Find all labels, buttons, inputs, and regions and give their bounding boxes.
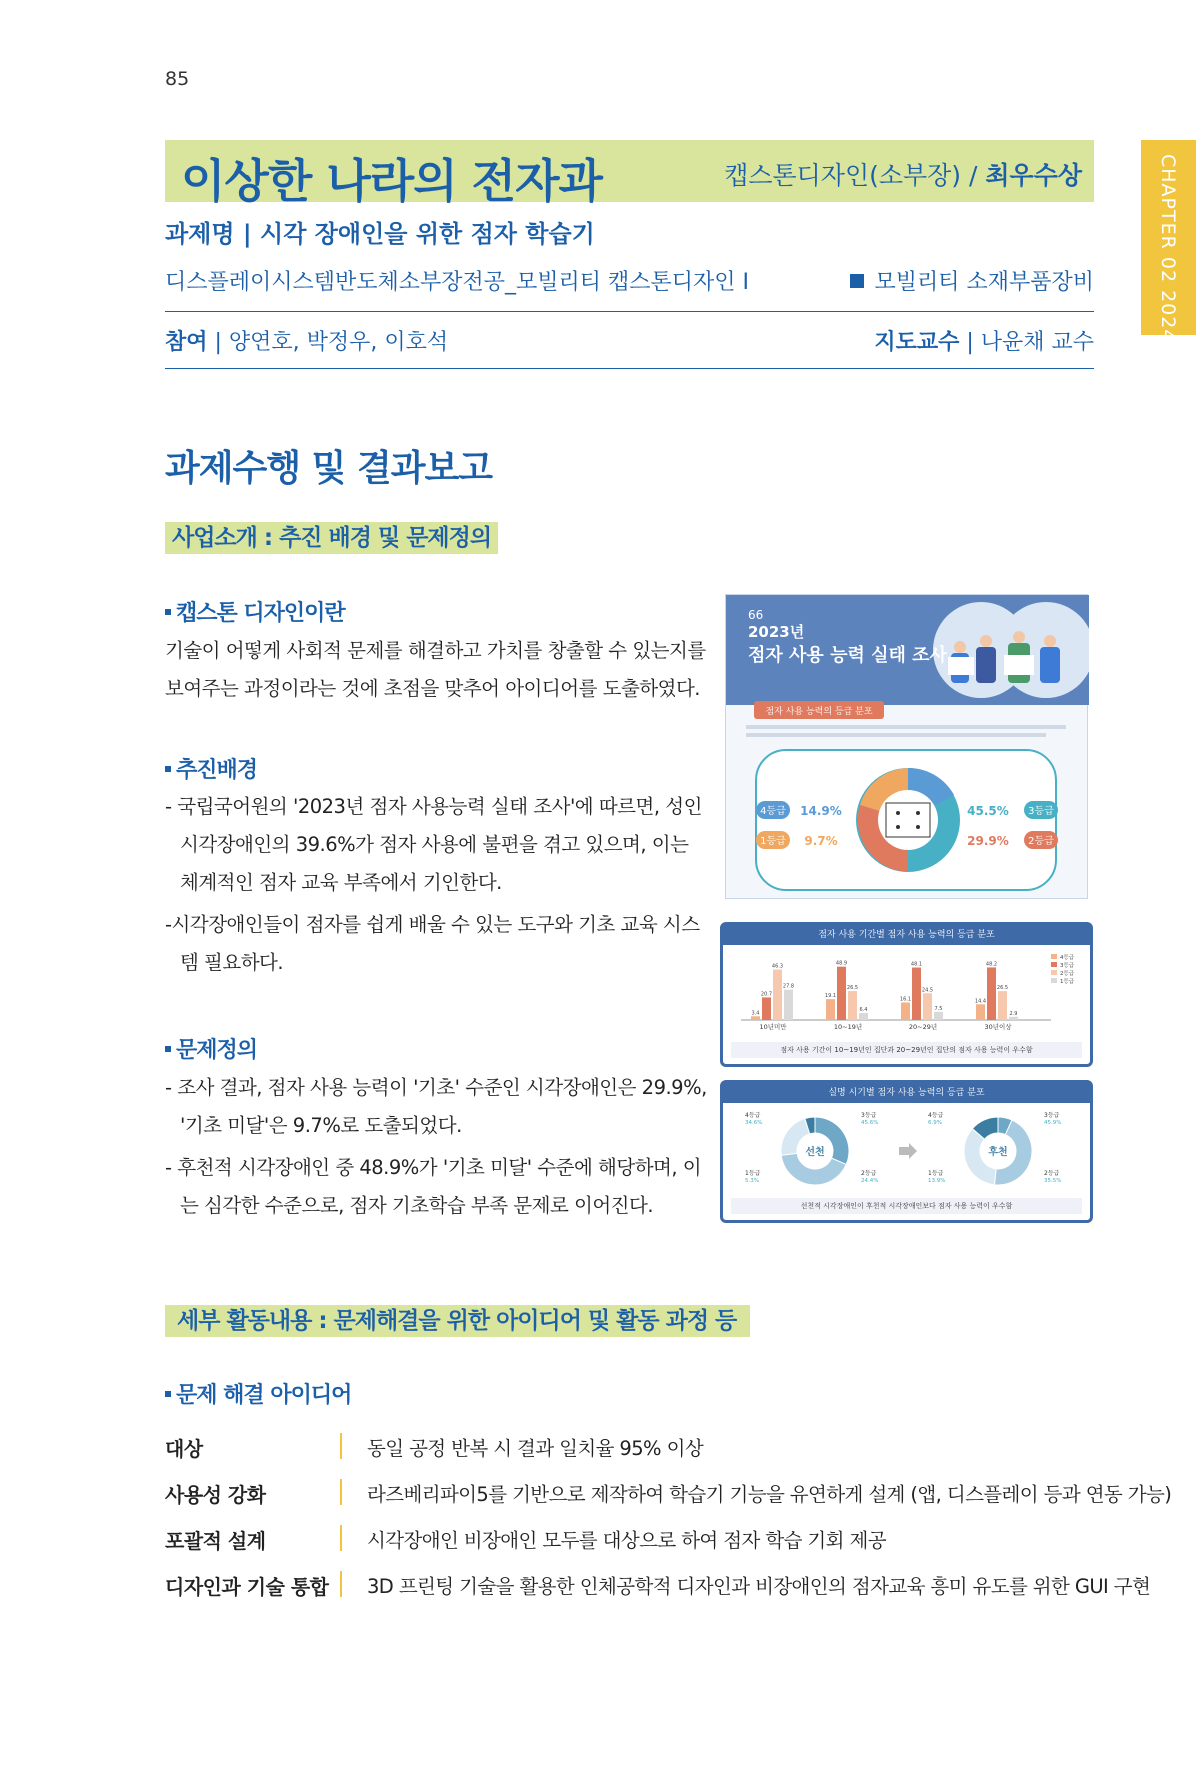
slice-value: 6.9% (928, 1120, 942, 1126)
donut-center-label: 선천 (805, 1147, 825, 1158)
bar-value-label: 48.1 (910, 961, 923, 968)
bar (837, 967, 846, 1020)
bar-value-label: 27.8 (782, 983, 795, 990)
bar (987, 967, 996, 1020)
chart-caption: 점자 사용 기간이 10~19년인 집단과 20~29년인 집단의 점자 사용 능력이 우수함 (731, 1042, 1082, 1058)
bar (1009, 1017, 1018, 1020)
paragraph-line: - 후천적 시각장애인 중 48.9%가 '기초 미달' 수준에 해당하며, 이 (165, 1156, 702, 1179)
bar (751, 1016, 760, 1020)
paragraph-line: - 조사 결과, 점자 사용 능력이 '기초' 수준인 시각장애인은 29.9%, (165, 1076, 707, 1099)
background-heading (165, 753, 257, 784)
infographic-svg (726, 595, 1089, 900)
paragraph-line: -시각장애인들이 점자를 쉽게 배울 수 있는 도구와 기초 교육 시스 (165, 913, 700, 936)
section-title: 과제수행 및 결과보고 (165, 448, 493, 489)
problem-paragraph (165, 1069, 707, 1225)
row-value: 동일 공정 반복 시 결과 일치율 95% 이상 (367, 1437, 704, 1460)
legend-swatch (1051, 954, 1057, 959)
bar-value-label: 48.9 (835, 960, 848, 967)
problem-heading (165, 1033, 257, 1064)
slice-label: 2등급 (861, 1170, 877, 1177)
bar-value-label: 19.1 (824, 993, 837, 1000)
legend-label: 3등급 (1060, 963, 1075, 969)
legend-label: 1등급 (1060, 979, 1075, 985)
row-value: 라즈베리파이5를 기반으로 제작하여 학습기 기능을 유연하게 설계 (앱, 디스플레이 등과 연동 가능) (367, 1483, 1172, 1506)
category (850, 265, 1094, 296)
table-row (165, 1565, 1151, 1611)
slice-label: 4등급 (928, 1112, 944, 1119)
slice-label: 4등급 (745, 1112, 761, 1119)
svg-text:66: 66 (748, 608, 764, 622)
infographic-banner: 점자 사용 능력의 등급 분포 (765, 707, 873, 717)
subsection-heading-2: 세부 활동내용 : 문제해결을 위한 아이디어 및 활동 과정 등 (165, 1305, 750, 1337)
subsection-heading-1: 사업소개 : 추진 배경 및 문제정의 (165, 522, 498, 554)
arrow-right-icon (899, 1143, 917, 1159)
x-tick-label: 10년미만 (759, 1023, 787, 1031)
slice-label: 1등급 (928, 1170, 944, 1177)
row-separator (340, 1571, 342, 1597)
bar-value-label: 48.2 (985, 961, 998, 968)
background-heading-text: 추진배경 (176, 758, 258, 783)
department: 디스플레이시스템반도체소부장전공_모빌리티 캡스톤디자인 I (165, 270, 750, 295)
bar (848, 991, 857, 1020)
slice-label: 3등급 (1044, 1112, 1060, 1119)
chapter-tab-label: CHAPTER 02 2024 (1157, 154, 1179, 343)
bar (901, 1002, 910, 1020)
row-value: 3D 프린팅 기술을 활용한 인체공학적 디자인과 비장애인의 점자교육 흥미 유도를 위한 GUI 구현 (367, 1575, 1151, 1598)
grade-label: 2등급 (1028, 836, 1054, 847)
slice-label: 3등급 (861, 1112, 877, 1119)
grade-value: 29.9% (967, 834, 1009, 848)
onset-donut-chart (720, 1080, 1093, 1223)
problem-heading-text: 문제정의 (176, 1038, 258, 1063)
table-row (165, 1473, 1172, 1519)
advisor-name: 나윤채 교수 (980, 330, 1094, 355)
slice-label: 1등급 (745, 1170, 761, 1177)
ideas-heading (165, 1378, 351, 1409)
bar (976, 1004, 985, 1020)
square-bullet-icon (165, 609, 171, 615)
paragraph-line: 시각장애인의 39.6%가 점자 사용에 불편을 겪고 있으며, 이는 (180, 833, 689, 856)
advisor-label: 지도교수 (874, 330, 960, 355)
square-bullet-icon (850, 274, 864, 288)
slice-value: 45.6% (861, 1120, 879, 1126)
row-separator (340, 1433, 342, 1459)
square-bullet-icon (165, 1046, 171, 1052)
donut-center-label: 후천 (988, 1147, 1008, 1158)
paragraph-line: 체계적인 점자 교육 부족에서 기인한다. (180, 871, 502, 894)
divider-top (165, 311, 1094, 312)
ideas-table (165, 1427, 1172, 1611)
bar (784, 990, 793, 1020)
row-separator (340, 1525, 342, 1551)
grade-label: 4등급 (760, 806, 786, 817)
award-label (724, 156, 1082, 192)
donut-chart-svg (723, 1103, 1090, 1203)
row-separator (340, 1479, 342, 1505)
page-number: 85 (165, 68, 190, 90)
category-text: 모빌리티 소재부품장비 (874, 270, 1094, 295)
award-prefix: 캡스톤디자인(소부장) / (724, 161, 986, 190)
slice-value: 13.9% (928, 1178, 946, 1184)
duration-bar-chart (720, 922, 1093, 1067)
bar (762, 997, 771, 1020)
bar (934, 1012, 943, 1020)
slice-value: 45.9% (1044, 1120, 1062, 1126)
bar (923, 993, 932, 1020)
slice-value: 24.4% (861, 1178, 879, 1184)
bar-value-label: 2.9 (1009, 1010, 1018, 1017)
chart-title: 점자 사용 기간별 점자 사용 능력의 등급 분포 (723, 925, 1090, 945)
grade-value: 9.7% (804, 834, 838, 848)
capstone-paragraph (165, 632, 706, 708)
row-value: 시각장애인 비장애인 모두를 대상으로 하여 점자 학습 기회 제공 (367, 1529, 886, 1552)
legend-swatch (1051, 978, 1057, 983)
bar-value-label: 16.1 (899, 996, 912, 1003)
bar-value-label: 26.5 (846, 985, 859, 992)
assignment-name (165, 214, 595, 248)
paragraph-line: 는 심각한 수준으로, 점자 기초학습 부족 문제로 이어진다. (180, 1194, 654, 1217)
grade-value: 45.5% (967, 804, 1009, 818)
bar-value-label: 20.7 (760, 991, 773, 998)
bar-value-label: 14.4 (974, 998, 987, 1005)
bar-value-label: 3.4 (751, 1010, 760, 1017)
x-tick-label: 30년이상 (984, 1023, 1012, 1031)
paragraph-line: 보여주는 과정이라는 것에 초점을 맞추어 아이디어를 도출하였다. (165, 677, 700, 700)
paragraph-line: 기술이 어떻게 사회적 문제를 해결하고 가치를 창출할 수 있는지를 (165, 639, 706, 662)
slice-value: 34.6% (745, 1120, 763, 1126)
bar (826, 999, 835, 1020)
award-rank: 최우수상 (985, 161, 1082, 190)
infographic-title: 점자 사용 능력 실태 조사 (748, 645, 947, 666)
square-bullet-icon (165, 766, 171, 772)
capstone-heading (165, 596, 345, 627)
table-row (165, 1427, 1094, 1473)
bar (859, 1013, 868, 1020)
divider-bottom (165, 368, 1094, 369)
background-paragraph (165, 788, 702, 982)
slice-value: 5.3% (745, 1178, 759, 1184)
ideas-heading-text: 문제 해결 아이디어 (176, 1383, 352, 1408)
paragraph-line: - 국립국어원의 '2023년 점자 사용능력 실태 조사'에 따르면, 성인 (165, 795, 702, 818)
bar-chart-svg (723, 945, 1090, 1050)
table-row (165, 1519, 1094, 1565)
paragraph-line: 템 필요하다. (180, 951, 284, 974)
legend-label: 2등급 (1060, 971, 1075, 977)
bar-value-label: 7.5 (934, 1005, 943, 1012)
paragraph-line: '기초 미달'은 9.7%로 도출되었다. (180, 1114, 462, 1137)
members-label: 참여 (165, 330, 208, 355)
legend-label: 4등급 (1060, 955, 1075, 961)
members: 참여 | 양연호, 박정우, 이호석 (165, 330, 449, 355)
bar-value-label: 24.5 (921, 987, 934, 994)
grade-label: 1등급 (760, 836, 786, 847)
bar-value-label: 46.3 (771, 963, 784, 970)
survey-infographic (725, 594, 1088, 899)
slice-value: 35.5% (1044, 1178, 1062, 1184)
x-tick-label: 10~19년 (833, 1023, 863, 1031)
assignment-text: 과제명 | 시각 장애인을 위한 점자 학습기 (165, 220, 595, 248)
title-bar (165, 140, 1094, 208)
bar-value-label: 6.4 (859, 1007, 868, 1014)
members-names: 양연호, 박정우, 이호석 (228, 330, 449, 355)
legend-swatch (1051, 962, 1057, 967)
bar-value-label: 26.5 (996, 985, 1009, 992)
bar (912, 968, 921, 1020)
legend-swatch (1051, 970, 1057, 975)
grade-value: 14.9% (800, 804, 842, 818)
chapter-tab (1141, 140, 1196, 343)
infographic-year: 2023년 (748, 623, 805, 641)
capstone-heading-text: 캡스톤 디자인이란 (176, 601, 345, 626)
grade-label: 3등급 (1028, 806, 1054, 817)
row-label: 사용성 강화 (165, 1483, 266, 1507)
x-tick-label: 20~29년 (908, 1023, 938, 1031)
bar (998, 991, 1007, 1020)
row-label: 디자인과 기술 통합 (165, 1575, 329, 1599)
chart-title: 실명 시기별 점자 사용 능력의 등급 분포 (723, 1083, 1090, 1103)
project-title: 이상한 나라의 전자과 (181, 154, 602, 208)
slice-label: 2등급 (1044, 1170, 1060, 1177)
bar (773, 969, 782, 1020)
chart-caption: 선천적 시각장애인이 후천적 시각장애인보다 점자 사용 능력이 우수함 (731, 1198, 1082, 1214)
row-label: 대상 (165, 1437, 203, 1461)
row-label: 포괄적 설계 (165, 1529, 266, 1553)
square-bullet-icon (165, 1391, 171, 1397)
advisor: 지도교수 | 나윤채 교수 (874, 330, 1094, 355)
